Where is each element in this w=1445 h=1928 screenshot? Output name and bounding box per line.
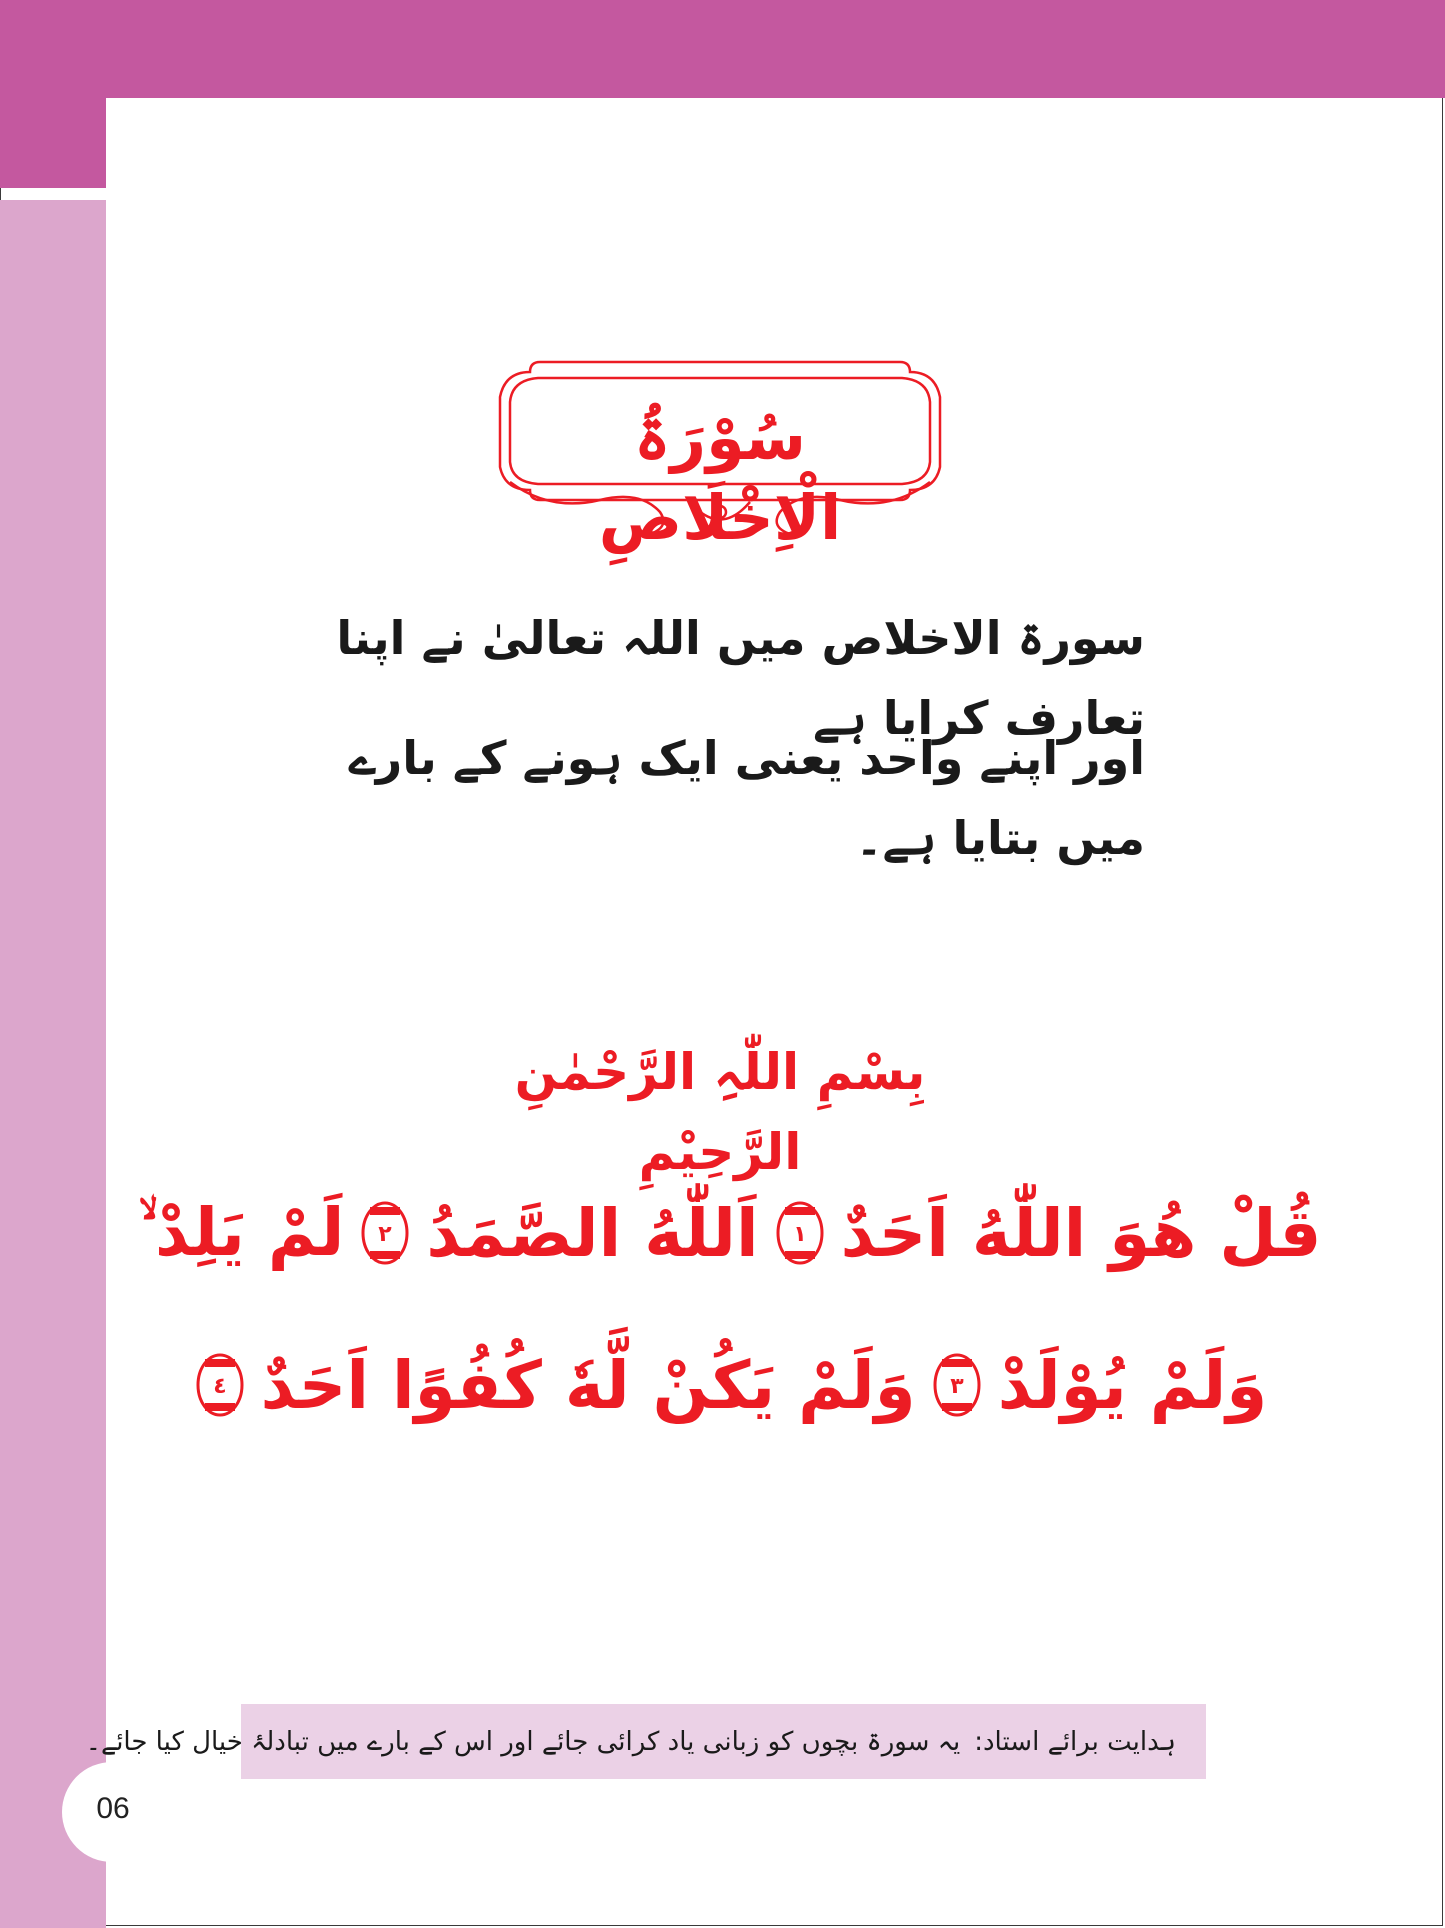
top-left-color-block — [0, 0, 106, 188]
bismillah: بِسْمِ اللّٰہِ الرَّحْمٰنِ الرَّحِیْمِ — [514, 1043, 926, 1181]
ayah-number-2: ٢ — [378, 1222, 393, 1247]
surah-title: سُوْرَۃُ الْاِخْلَاصِ — [598, 401, 842, 554]
verse-1-text: قُلْ هُوَ اللّٰهُ اَحَدٌ — [840, 1194, 1322, 1272]
teacher-note — [85, 1704, 1206, 1779]
ayah-marker-2-icon — [358, 1193, 412, 1273]
teacher-note-text: یہ سورۃ بچوں کو زبانی یاد کرائی جائے اور اس کے بارے میں تبادلۂ خیال کیا جائے۔ — [85, 1726, 961, 1757]
verse-line-1 — [138, 1178, 1322, 1288]
ayah-number-3: ٣ — [950, 1374, 964, 1399]
left-color-strip — [0, 200, 106, 1928]
top-color-band — [0, 0, 1445, 98]
teacher-note-label: ہدایت برائے استاد: — [974, 1726, 1176, 1757]
verse-3-text-part-1: لَمْ يَلِدْ ۙ — [138, 1193, 345, 1271]
ayah-marker-1-icon — [773, 1193, 827, 1273]
ayah-number-4: ٤ — [212, 1374, 227, 1399]
intro-line-2: اور اپنے واحد یعنی ایک ہونے کے بارے میں بتایا ہے۔ — [348, 731, 1145, 865]
page-number: 06 — [96, 1792, 130, 1825]
ayah-marker-4-icon — [193, 1345, 247, 1425]
verse-2-text: اَللّٰهُ الصَّمَدُ — [426, 1194, 759, 1272]
verse-4-text: وَلَمْ يَكُنْ لَّهٗ كُفُوًا اَحَدٌ — [260, 1346, 916, 1424]
verse-line-2 — [212, 1330, 1268, 1440]
verse-3-text-part-2: وَلَمْ يُوْلَدْ — [997, 1346, 1268, 1424]
ayah-marker-3-icon — [930, 1345, 984, 1425]
ayah-number-1: ١ — [792, 1222, 807, 1247]
intro-line-1: سورۃ الاخلاص میں اللہ تعالیٰ نے اپنا تعارف کرایا ہے — [336, 611, 1145, 745]
teacher-note-box — [85, 1704, 1206, 1779]
